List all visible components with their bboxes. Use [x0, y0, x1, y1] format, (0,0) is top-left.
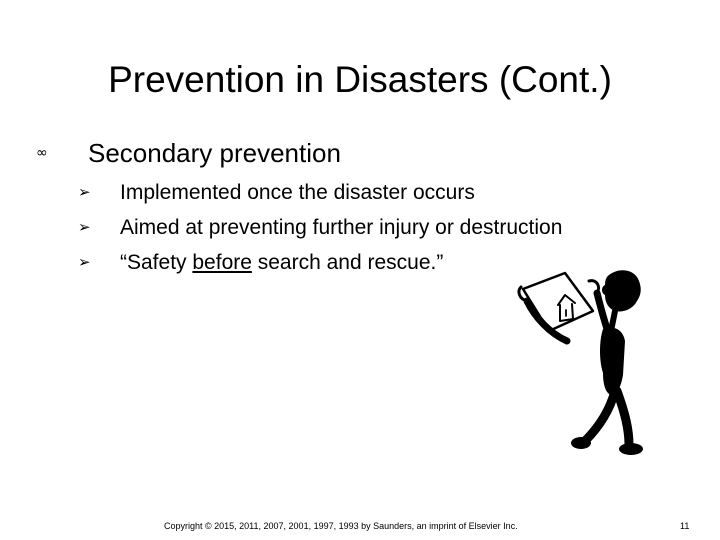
- copyright-footer: Copyright © 2015, 2011, 2007, 2001, 1997, 1993 by Saunders, an imprint of Elsevier Inc.: [164, 521, 518, 531]
- sub-bullet-item: [78, 245, 562, 280]
- sub-bullet-item: [78, 175, 562, 210]
- page-number: 11: [680, 521, 690, 531]
- sub-bullet-list: [78, 175, 562, 280]
- underlined-word: before: [192, 251, 252, 274]
- infinity-bullet-icon: ∞: [36, 145, 48, 161]
- sub-bullet-item: [78, 210, 562, 245]
- sub-bullet-text: [120, 245, 443, 280]
- quote-end-text: search and rescue.”: [251, 251, 444, 274]
- slide-title: Prevention in Disasters (Cont.): [108, 59, 612, 100]
- arrow-bullet-icon: ➢: [78, 183, 91, 201]
- main-bullet-text: Secondary prevention: [88, 138, 341, 168]
- quote-start-text: “Safety: [120, 251, 193, 274]
- stick-figure-holding-sign-icon: [505, 265, 665, 465]
- arrow-bullet-icon: ➢: [78, 253, 91, 271]
- arrow-bullet-icon: ➢: [78, 218, 91, 236]
- main-bullet-item: [36, 136, 341, 170]
- sub-bullet-text: Implemented once the disaster occurs: [120, 181, 475, 204]
- sub-bullet-text: Aimed at preventing further injury or destruction: [120, 216, 563, 239]
